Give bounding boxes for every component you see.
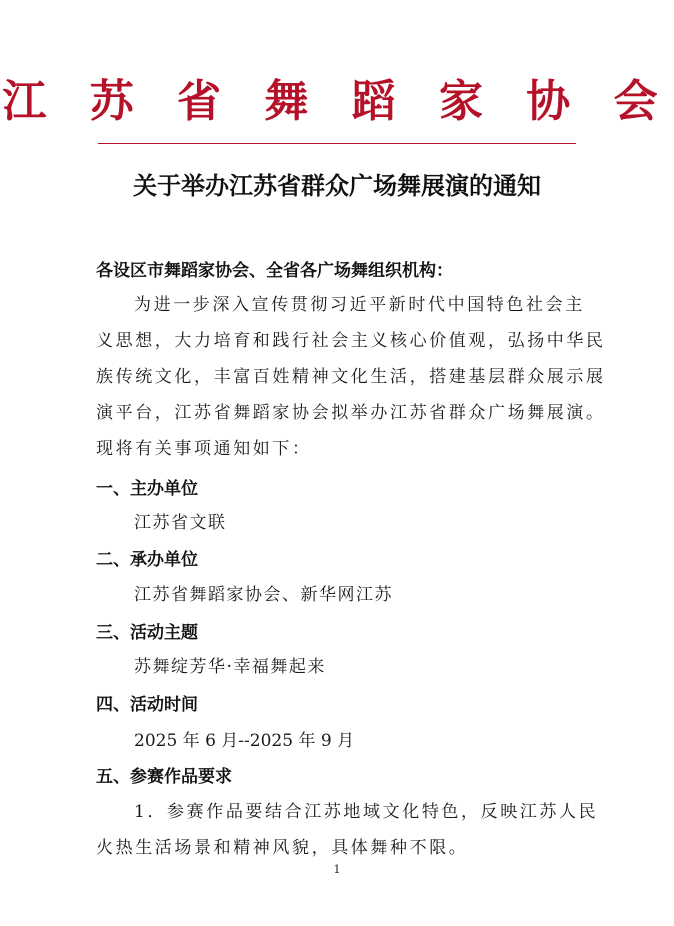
section-content: 苏舞绽芳华·幸福舞起来 [134,657,326,677]
masthead-divider [98,143,576,144]
section-heading: 一、主办单位 [96,479,198,499]
notice-title: 关于举办江苏省群众广场舞展演的通知 [133,171,541,200]
salutation: 各设区市舞蹈家协会、全省各广场舞组织机构： [96,261,453,281]
section-content: 江苏省舞蹈家协会、新华网江苏 [134,585,393,605]
intro-line: 族传统文化，丰富百姓精神文化生活，搭建基层群众展示展 [96,367,606,387]
requirement-line: 1．参赛作品要结合江苏地域文化特色，反映江苏人民 [134,802,599,822]
section-content: 江苏省文联 [134,513,227,533]
requirement-line: 火热生活场景和精神风貌，具体舞种不限。 [96,838,469,858]
section-content: 2025 年 6 月--2025 年 9 月 [134,731,355,751]
section-heading: 二、承办单位 [96,550,198,570]
intro-line: 现将有关事项通知如下： [96,439,312,459]
page-number: 1 [333,863,341,876]
section-heading: 三、活动主题 [96,623,198,643]
masthead: 江 苏 省 舞 蹈 家 协 会 [2,76,672,127]
intro-line: 义思想，大力培育和践行社会主义核心价值观，弘扬中华民 [96,331,606,351]
intro-line: 演平台，江苏省舞蹈家协会拟举办江苏省群众广场舞展演。 [96,403,606,423]
intro-line: 为进一步深入宣传贯彻习近平新时代中国特色社会主 [134,295,585,315]
section-heading: 五、参赛作品要求 [96,767,232,787]
section-heading: 四、活动时间 [96,695,198,715]
